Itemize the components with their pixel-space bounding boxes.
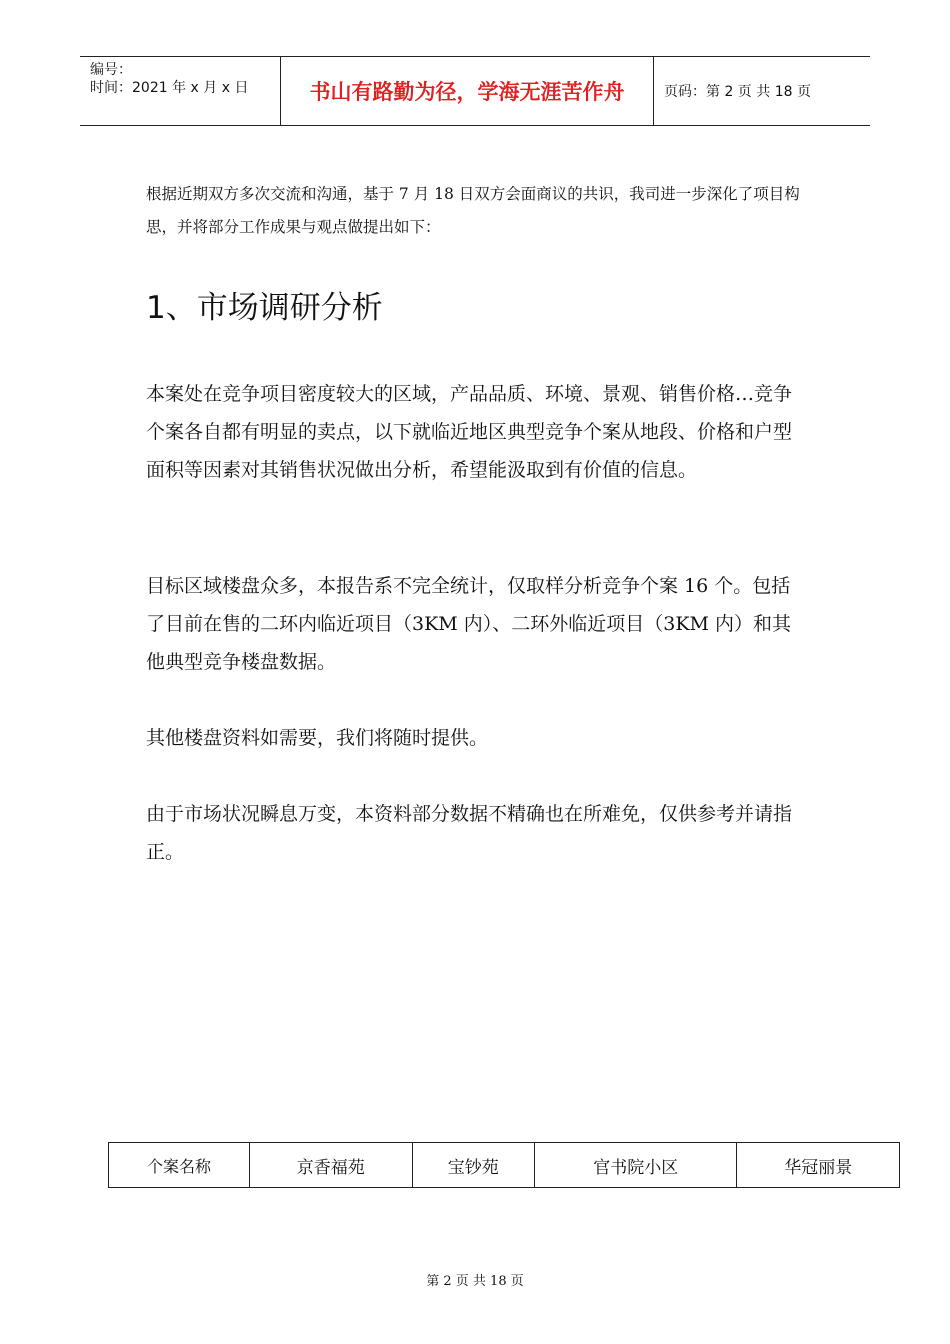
header-meta [80,57,281,125]
body-paragraph-2: 目标区域楼盘众多，本报告系不完全统计，仅取样分析竞争个案 16 个。包括了目前在售的二环内临近项目（3KM 内）、二环外临近项目（3KM 内）和其他典型竞争楼盘数据。 [146,575,792,673]
body-paragraph-4: 由于市场状况瞬息万变，本资料部分数据不精确也在所难免，仅供参考并请指正。 [146,803,793,863]
table-row [109,1143,900,1188]
case-cell: 官书院小区 [534,1143,737,1188]
number-label: 编号： [90,62,132,78]
body-paragraph-1: 本案处在竞争项目密度较大的区域，产品品质、环境、景观、销售价格…竞争个案各自都有明显的卖点，以下就临近地区典型竞争个案从地段、价格和户型面积等因素对其销售状况做出分析，希望能汲取到有价值的信息。 [146,383,793,481]
case-cell: 京香福苑 [250,1143,413,1188]
case-cell: 宝钞苑 [412,1143,534,1188]
intro-paragraph: 根据近期双方多次交流和沟通，基于 7 月 18 日双方会面商议的共识，我司进一步深化了项目构思，并将部分工作成果与观点做提出如下： [146,185,800,236]
section-title: 1、市场调研分析 [146,290,383,326]
header-page-info: 页码：第 2 页 共 18 页 [664,84,811,100]
page-footer: 第 2 页 共 18 页 [426,1274,524,1289]
page-header [80,56,870,126]
header-motto: 书山有路勤为径，学海无涯苦作舟 [281,57,654,125]
date-label: 时间：2021 年 x 月 x 日 [90,80,249,96]
case-name-label: 个案名称 [109,1143,250,1188]
body-paragraph-3: 其他楼盘资料如需要，我们将随时提供。 [146,727,489,749]
case-cell: 华冠丽景 [737,1143,900,1188]
case-table [108,1142,900,1188]
